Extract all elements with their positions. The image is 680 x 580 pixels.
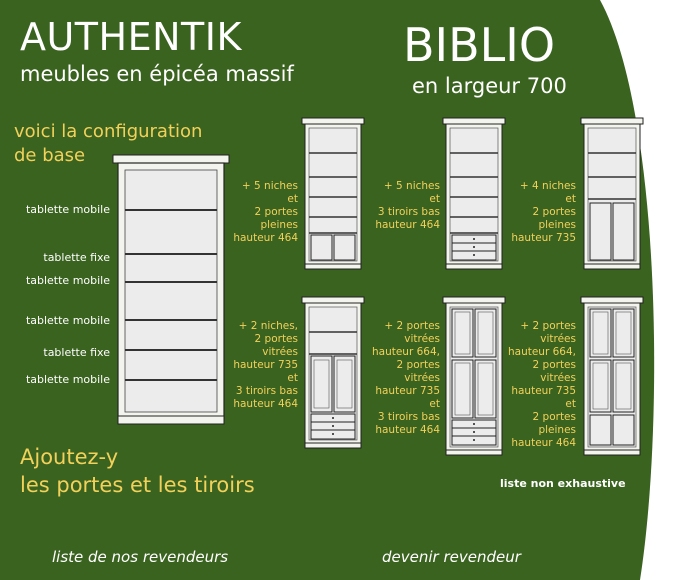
option-description-6: [508, 320, 576, 450]
shelf-label: tablette fixe: [43, 346, 110, 359]
option-line: vitrées: [540, 333, 576, 345]
option-line: 2 portes: [254, 206, 298, 218]
option-line: + 4 niches: [519, 180, 576, 192]
option-line: pleines: [538, 424, 576, 436]
option-line: + 5 niches: [383, 180, 440, 192]
brand-tagline: meubles en épicéa massif: [20, 62, 294, 86]
shelf-label: tablette mobile: [25, 203, 110, 216]
option-line: hauteur 464: [233, 232, 298, 244]
cabinet-option-4: [301, 296, 365, 449]
option-line: pleines: [538, 219, 576, 231]
option-line: pleines: [260, 219, 298, 231]
option-line: et: [429, 193, 440, 205]
option-line: 3 tiroirs bas: [235, 385, 298, 397]
cabinet-option-2: [442, 117, 506, 270]
cabinet-option-3: [580, 117, 644, 270]
cabinet-option-6: [580, 296, 644, 456]
option-line: + 2 niches,: [238, 320, 298, 332]
base-cabinet-illustration: [112, 154, 230, 426]
option-line: 3 tiroirs bas: [377, 411, 440, 423]
option-description-1: [233, 180, 298, 245]
brand-name: AUTHENTIK: [20, 15, 242, 59]
option-line: et: [565, 398, 576, 410]
option-line: hauteur 464: [375, 424, 440, 436]
product-width: en largeur 700: [412, 74, 567, 98]
option-line: 2 portes: [254, 333, 298, 345]
option-line: + 5 niches: [241, 180, 298, 192]
shelf-label: tablette mobile: [25, 274, 110, 287]
product-name: BIBLIO: [403, 18, 556, 72]
add-doors-drawers-heading: Ajoutez-y les portes et les tiroirs: [20, 445, 255, 497]
option-line: + 2 portes: [384, 320, 440, 332]
option-line: hauteur 664,: [371, 346, 440, 358]
option-line: vitrées: [262, 346, 298, 358]
option-description-5: [372, 320, 440, 437]
option-line: vitrées: [404, 333, 440, 345]
option-line: hauteur 735: [375, 385, 440, 397]
shelf-label: tablette mobile: [25, 373, 110, 386]
option-line: + 2 portes: [520, 320, 576, 332]
option-description-3: [511, 180, 576, 245]
option-line: hauteur 735: [511, 385, 576, 397]
option-line: et: [565, 193, 576, 205]
option-line: vitrées: [540, 372, 576, 384]
cabinet-option-1: [301, 117, 365, 270]
dealers-list-link[interactable]: liste de nos revendeurs: [52, 548, 229, 566]
option-line: et: [429, 398, 440, 410]
option-line: 2 portes: [532, 206, 576, 218]
shelf-label: tablette mobile: [25, 314, 110, 327]
option-line: hauteur 664,: [507, 346, 576, 358]
shelf-label: tablette fixe: [43, 251, 110, 264]
option-line: 3 tiroirs bas: [377, 206, 440, 218]
base-config-title: voici la configuration de base: [14, 121, 203, 166]
option-line: et: [287, 372, 298, 384]
option-description-4: [233, 320, 298, 411]
option-line: hauteur 464: [375, 219, 440, 231]
option-line: et: [287, 193, 298, 205]
option-line: hauteur 735: [233, 359, 298, 371]
option-line: hauteur 464: [233, 398, 298, 410]
option-line: 2 portes: [396, 359, 440, 371]
option-line: 2 portes: [532, 359, 576, 371]
non-exhaustive-note: liste non exhaustive: [500, 477, 626, 490]
option-line: 2 portes: [532, 411, 576, 423]
option-line: hauteur 735: [511, 232, 576, 244]
option-line: vitrées: [404, 372, 440, 384]
cabinet-option-5: [442, 296, 506, 456]
become-dealer-link[interactable]: devenir revendeur: [382, 548, 521, 566]
option-description-2: [375, 180, 440, 232]
option-line: hauteur 464: [511, 437, 576, 449]
